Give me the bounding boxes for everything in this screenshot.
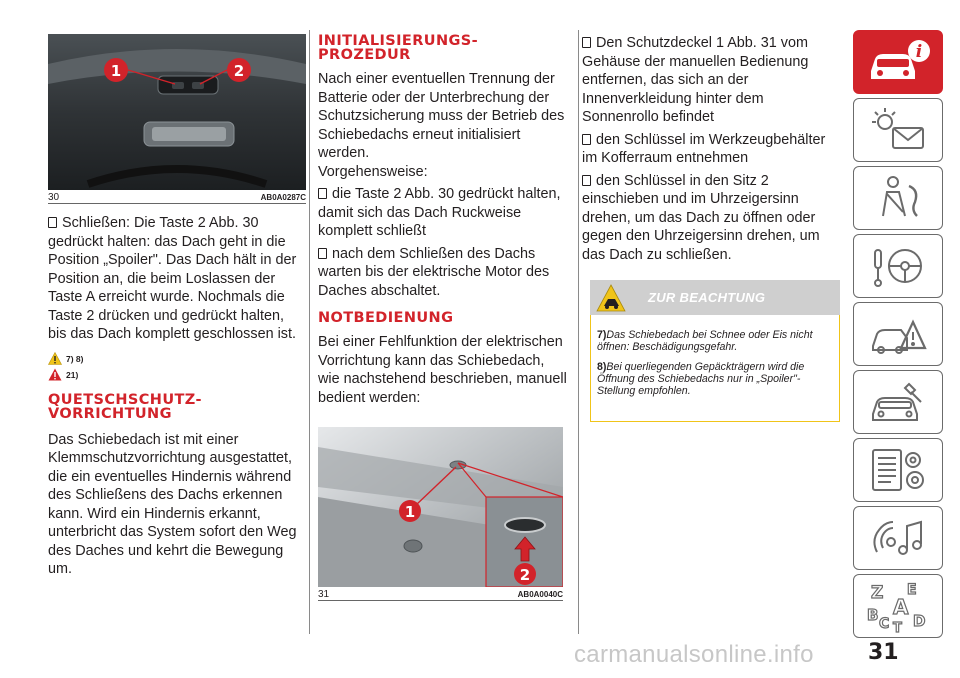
page-number: 31 <box>868 640 899 665</box>
column-2 <box>318 0 568 601</box>
column-divider-2 <box>578 30 579 634</box>
tab-car-info[interactable] <box>853 30 943 94</box>
procedure-label: Vorgehensweise: <box>318 163 428 180</box>
note-item-2-text: Bei querliegenden Gepäckträgern wird die Öffnung des Schiebedachs nur in „Spoiler"-Stellung empfohlen. <box>597 361 805 397</box>
figure-31-image <box>318 427 563 587</box>
initialization-paragraph: Nach einer eventuellen Trennung der Batterie oder der Unterbrechung der Schutzsicherung muss der Betrieb des Schiebedachs erneut initialisiert werden. <box>318 71 565 161</box>
figure-31 <box>318 427 563 601</box>
index-letter-b: B <box>867 606 879 624</box>
caution-note-icon <box>596 284 626 312</box>
caution-triangle-icon <box>48 352 62 365</box>
multimedia-icon <box>865 512 931 564</box>
note-item-1 <box>597 329 831 353</box>
service-icon <box>865 376 931 428</box>
tab-safety[interactable] <box>853 166 943 230</box>
tab-service[interactable] <box>853 370 943 434</box>
figure-30-image <box>48 34 306 190</box>
index-letter-c: C <box>879 616 890 632</box>
car-info-icon <box>863 37 933 87</box>
index-letter-z: Z <box>871 583 884 603</box>
figure-30-caption <box>48 190 306 204</box>
safety-icon <box>865 172 931 224</box>
index-letter-a: A <box>893 595 909 619</box>
figure-31-code: AB0A0040C <box>517 590 563 599</box>
index-letter-t: T <box>893 621 902 634</box>
emergency-step-3: den Schlüssel in den Sitz 2 einschieben und im Uhrzeigersinn drehen, um das Dach zu öffnen oder gegen den Uhrzeigersinn drehen, um das Dach zu schließen. <box>582 172 840 265</box>
heading-anti-pinch <box>48 393 306 421</box>
index-letter-d: D <box>913 612 926 630</box>
note-item-2-number: 8) <box>597 361 607 373</box>
emergency-step-1: Den Schutzdeckel 1 Abb. 31 vom Gehäuse der manuellen Bedienung entfernen, das sich an der Innenverkleidung hinter dem Sonnenrollo befindet <box>582 34 840 127</box>
heading-initialization-line1: INITIALISIERUNGS- <box>318 33 479 49</box>
note-body <box>590 315 840 422</box>
note-title: ZUR BEACHTUNG <box>648 290 766 305</box>
init-step-1: die Taste 2 Abb. 30 gedrückt halten, damit sich das Dach Ruckweise komplett schließt <box>318 185 568 241</box>
breakdown-icon <box>865 308 931 360</box>
tab-multimedia[interactable] <box>853 506 943 570</box>
figure-30-code: AB0A0287C <box>260 193 306 202</box>
column-divider-1 <box>309 30 310 634</box>
heading-anti-pinch-line1: QUETSCHSCHUTZ- <box>48 391 202 408</box>
figure-31-caption <box>318 587 563 601</box>
tab-index[interactable] <box>853 574 943 638</box>
steering-icon <box>865 240 931 292</box>
tab-steering[interactable] <box>853 234 943 298</box>
figure-30 <box>48 34 306 204</box>
warning-ref-row-2 <box>48 367 306 383</box>
column-3 <box>582 0 840 264</box>
tab-breakdown[interactable] <box>853 302 943 366</box>
specs-icon <box>865 444 931 496</box>
warning-ref-row-1 <box>48 351 306 367</box>
heading-initialization <box>318 34 568 62</box>
note-header <box>590 280 840 315</box>
index-icon <box>863 578 933 634</box>
svg-text:i: i <box>915 42 923 62</box>
watermark: carmanualsonline.info <box>574 641 814 668</box>
heading-initialization-line2: PROZEDUR <box>318 47 411 63</box>
warning-ref-2: 21) <box>66 369 79 380</box>
index-letter-e: E <box>907 582 917 598</box>
column-1 <box>48 0 306 579</box>
callout-label-1: 1 <box>110 62 122 80</box>
chapter-tabs <box>853 30 943 642</box>
note-item-2 <box>597 361 831 397</box>
callout-label-2: 2 <box>519 566 531 584</box>
note-item-1-text: Das Schiebedach bei Schnee oder Eis nicht öffnen: Beschädigungsgefahr. <box>597 329 813 353</box>
danger-triangle-icon <box>48 368 62 381</box>
tab-specs[interactable] <box>853 438 943 502</box>
note-item-1-number: 7) <box>597 329 607 341</box>
emergency-step-2: den Schlüssel im Werkzeugbehälter im Kofferraum entnehmen <box>582 131 840 168</box>
init-step-2: nach dem Schließen des Dachs warten bis der elektrische Motor des Daches abschaltet. <box>318 245 568 301</box>
figure-31-number: 31 <box>318 589 330 600</box>
emergency-paragraph: Bei einer Fehlfunktion der elektrischen Vorrichtung kann das Schiebedach, wie nachstehend beschrieben, manuell bedient werden: <box>318 334 567 406</box>
tab-warning-lights[interactable] <box>853 98 943 162</box>
closing-paragraph: Schließen: Die Taste 2 Abb. 30 gedrückt halten: das Dach geht in die Position „Spoiler". Das Dach hält in der Position an, die beim Loslassen der Taste A erreicht wurde. Nochmals die Taste 2 drücken und gedrückt halten, bis das Dach komplett geschlossen ist. <box>48 214 306 344</box>
callout-label-1: 1 <box>404 503 416 521</box>
warning-ref-1: 7) 8) <box>66 353 84 364</box>
warning-lights-icon <box>865 104 931 156</box>
anti-pinch-paragraph: Das Schiebedach ist mit einer Klemmschutzvorrichtung ausgestattet, die ein eventuelles Hindernis während des Schließens des Dachs erkennen kann. Wird ein Hindernis erkannt, unterbricht das System sofort den Weg des Daches und kehrt die Bewegung um. <box>48 431 297 577</box>
heading-anti-pinch-line2: VORRICHTUNG <box>48 405 172 422</box>
warning-references <box>48 351 306 383</box>
figure-30-number: 30 <box>48 192 60 203</box>
heading-emergency: NOTBEDIENUNG <box>318 310 454 326</box>
callout-label-2: 2 <box>233 62 245 80</box>
